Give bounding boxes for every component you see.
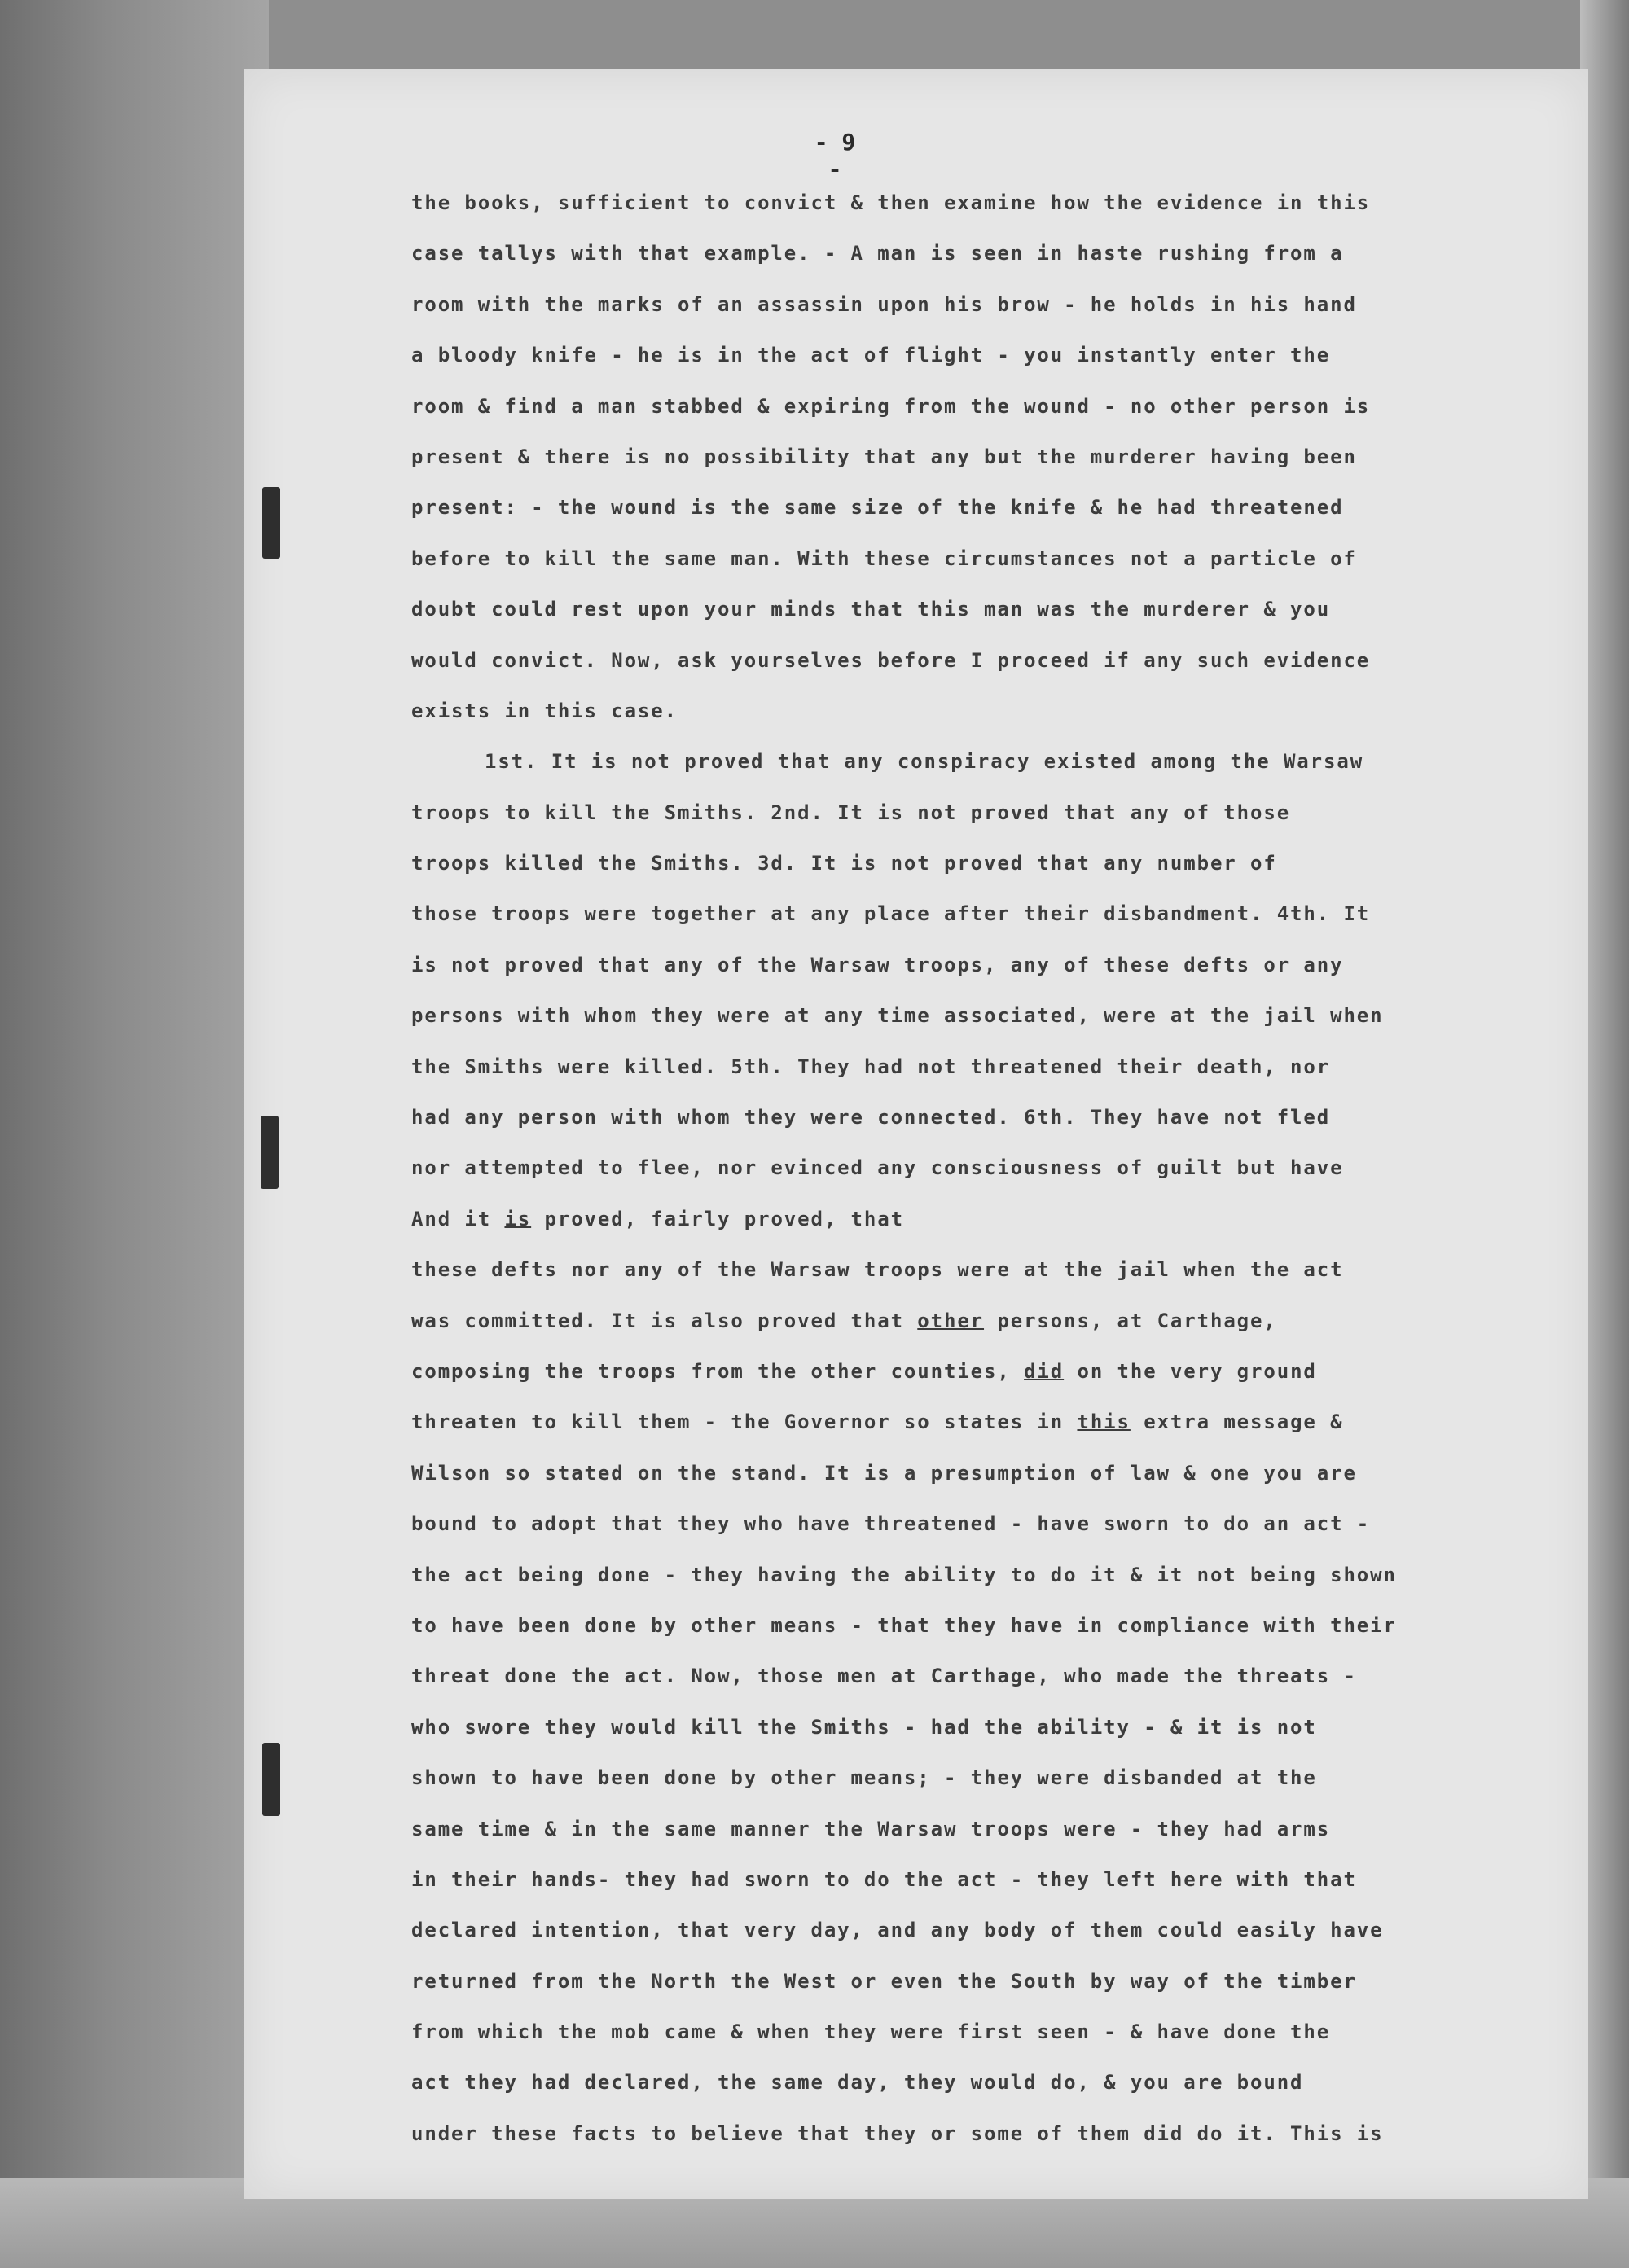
- text-line: 1st. It is not proved that any conspiracy existed among the Warsaw: [485, 750, 1364, 774]
- text-fragment: threaten to kill them - the Governor so states in: [411, 1410, 1078, 1434]
- page-number: - 9 -: [814, 129, 856, 182]
- text-line: present & there is no possibility that any but the murderer having been: [411, 445, 1357, 468]
- text-line: would convict. Now, ask yourselves before I proceed if any such evidence: [411, 648, 1371, 672]
- text-line: [411, 1296, 1552, 1346]
- underlined-word: this: [1077, 1410, 1131, 1434]
- binding-hole-mark: [261, 1116, 279, 1189]
- text-fragment: on the very ground: [1064, 1359, 1317, 1383]
- underlined-word: other: [917, 1309, 985, 1332]
- text-line: act they had declared, the same day, they would do, & you are bound: [411, 2071, 1304, 2095]
- text-line: the Smiths were killed. 5th. They had not threatened their death, nor: [411, 1055, 1331, 1078]
- text-line: declared intention, that very day, and any body of them could easily have: [411, 1919, 1384, 1942]
- underlined-word: is: [504, 1207, 532, 1231]
- text-fragment: composing the troops from the other counties,: [411, 1359, 1025, 1383]
- text-line: Wilson so stated on the stand. It is a presumption of law & one you are: [411, 1461, 1357, 1485]
- text-line: under these facts to believe that they or some of them did do it. This is: [411, 2121, 1384, 2145]
- text-line: [411, 1397, 1552, 1447]
- text-line: nor attempted to flee, nor evinced any consciousness of guilt but have: [411, 1156, 1344, 1180]
- text-fragment: was committed. It is also proved that: [411, 1309, 918, 1332]
- text-line: doubt could rest upon your minds that this man was the murderer & you: [411, 598, 1331, 621]
- text-line: troops to kill the Smiths. 2nd. It is not proved that any of those: [411, 801, 1291, 824]
- text-line: exists in this case.: [411, 699, 678, 722]
- text-line: from which the mob came & when they were first seen - & have done the: [411, 2020, 1331, 2044]
- typed-text-body: [411, 178, 1552, 2159]
- text-fragment: And it: [411, 1207, 505, 1231]
- text-fragment: persons, at Carthage,: [984, 1309, 1277, 1332]
- text-line: case tallys with that example. - A man is seen in haste rushing from a: [411, 242, 1344, 265]
- text-line: before to kill the same man. With these circumstances not a particle of: [411, 546, 1357, 570]
- text-line: [411, 1194, 1552, 1244]
- text-line: the act being done - they having the ability to do it & it not being shown: [411, 1563, 1397, 1586]
- text-line: threat done the act. Now, those men at Carthage, who made the threats -: [411, 1665, 1357, 1688]
- text-line: these defts nor any of the Warsaw troops were at the jail when the act: [411, 1258, 1344, 1282]
- text-line: to have been done by other means - that they have in compliance with their: [411, 1613, 1397, 1637]
- text-line: persons with whom they were at any time associated, were at the jail when: [411, 1004, 1384, 1028]
- text-line: bound to adopt that they who have threatened - have sworn to do an act -: [411, 1512, 1371, 1536]
- text-fragment: extra message &: [1130, 1410, 1344, 1434]
- binding-hole-mark: [262, 487, 280, 559]
- text-line: returned from the North the West or even the South by way of the timber: [411, 1969, 1357, 1993]
- text-line: those troops were together at any place after their disbandment. 4th. It: [411, 902, 1371, 926]
- text-line: troops killed the Smiths. 3d. It is not proved that any number of: [411, 852, 1277, 875]
- text-line: in their hands- they had sworn to do the act - they left here with that: [411, 1867, 1357, 1891]
- text-line: had any person with whom they were connected. 6th. They have not fled: [411, 1106, 1331, 1130]
- text-line: a bloody knife - he is in the act of flight - you instantly enter the: [411, 344, 1331, 367]
- text-line: present: - the wound is the same size of the knife & he had threatened: [411, 496, 1344, 520]
- text-line: room with the marks of an assassin upon his brow - he holds in his hand: [411, 292, 1357, 316]
- binding-hole-mark: [262, 1743, 280, 1816]
- text-line: the books, sufficient to convict & then examine how the evidence in this: [411, 191, 1371, 214]
- text-line: same time & in the same manner the Warsaw troops were - they had arms: [411, 1817, 1331, 1840]
- scanner-backdrop-left: [0, 0, 269, 2268]
- text-line: is not proved that any of the Warsaw troops, any of these defts or any: [411, 953, 1344, 976]
- text-line: who swore they would kill the Smiths - had the ability - & it is not: [411, 1715, 1317, 1739]
- text-line: shown to have been done by other means; - they were disbanded at the: [411, 1766, 1317, 1790]
- text-line: room & find a man stabbed & expiring from the wound - no other person is: [411, 394, 1371, 418]
- underlined-word: did: [1024, 1359, 1065, 1383]
- text-line: [411, 1346, 1552, 1397]
- text-fragment: proved, fairly proved, that: [531, 1207, 904, 1231]
